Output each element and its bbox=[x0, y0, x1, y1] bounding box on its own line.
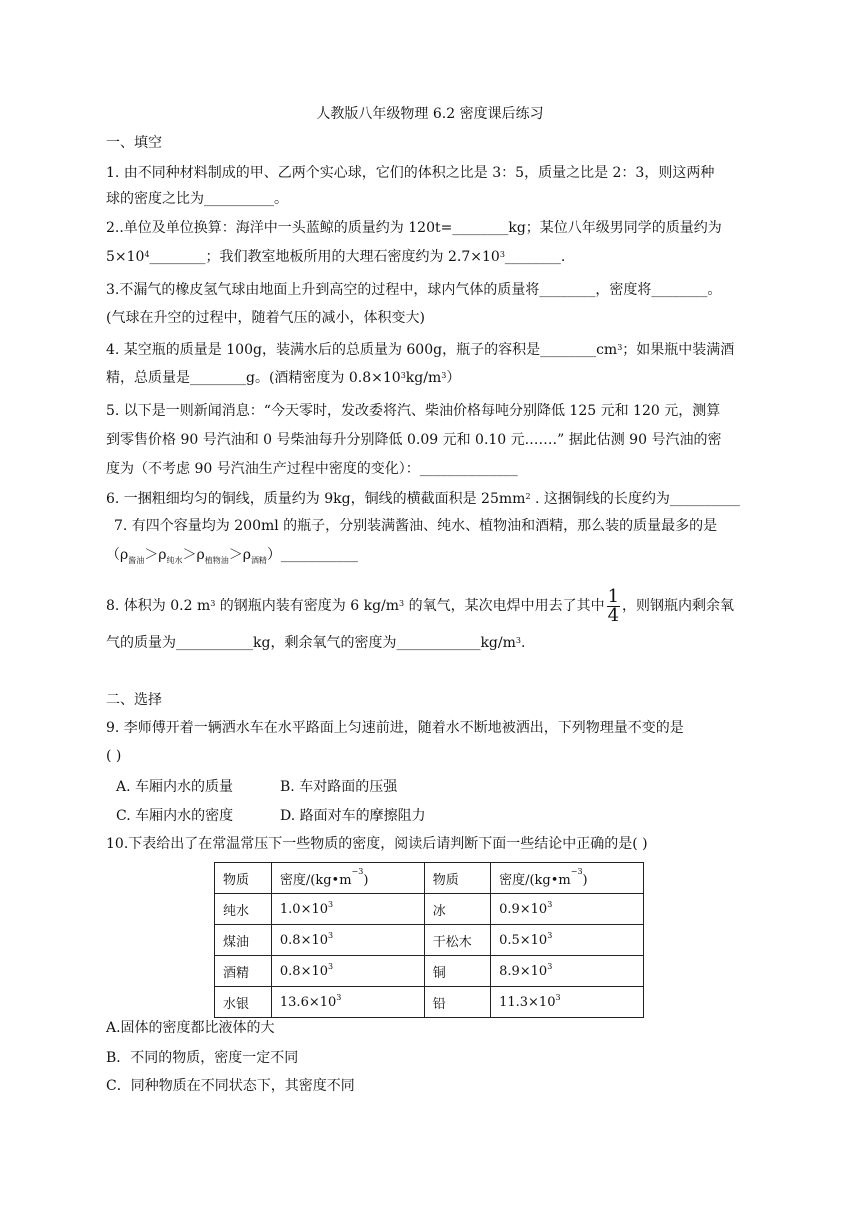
table-cell: 冰 bbox=[424, 894, 490, 925]
q9-line1: 9. 李师傅开着一辆洒水车在水平路面上匀速前进，随着水不断地被洒出，下列物理量不变的是 bbox=[106, 720, 684, 736]
q3-line2: (气球在升空的过程中，随着气压的减小，体积变大) bbox=[106, 310, 425, 326]
table-header-cell: 密度$/(kg•m^{-3})$ bbox=[491, 863, 644, 894]
table-row bbox=[215, 925, 644, 956]
q10-option-b: B．不同的物质，密度一定不同 bbox=[106, 1050, 299, 1066]
table-cell: 干松木 bbox=[424, 925, 490, 956]
q9-option-d: D. 路面对车的摩擦阻力 bbox=[280, 808, 426, 824]
fraction-one-quarter: $\frac{1}{4}$ bbox=[607, 585, 620, 626]
q1-line2: 球的密度之比为__________。 bbox=[106, 191, 288, 207]
table-cell: 铜 bbox=[424, 956, 490, 987]
q10-line1: 10.下表给出了在常温常压下一些物质的密度，阅读后请判断下面一些结论中正确的是( ) bbox=[106, 836, 648, 852]
table-cell: 煤油 bbox=[215, 925, 272, 956]
table-cell: $0.8\times 10^3$ bbox=[271, 956, 424, 987]
table-cell: $0.5\times 10^3$ bbox=[491, 925, 644, 956]
q4-line2: 精，总质量是________g。(酒精密度为 $0.8\times 10^3kg/m^3$） bbox=[106, 370, 461, 386]
table-header-cell: 物质 bbox=[215, 863, 272, 894]
table-cell: $13.6\times 10^3$ bbox=[271, 987, 424, 1018]
q5-line3: 度为（不考虑 90 号汽油生产过程中密度的变化）：______________ bbox=[106, 461, 518, 477]
q7-line1: 7. 有四个容量均为 200ml 的瓶子，分别装满酱油、纯水、植物油和酒精，那么装的质量最多的是 bbox=[114, 518, 718, 534]
table-cell: $0.9\times 10^3$ bbox=[491, 894, 644, 925]
table-cell: 纯水 bbox=[215, 894, 272, 925]
q8-line1: 8. 体积为 0.2 $m^3$ 的钢瓶内装有密度为 6 $kg/m^3$ 的氧气，某次电焊中用去了其中 $\frac{1}{4}$ ，则钢瓶内剩余氧 bbox=[106, 585, 735, 626]
table-cell: $0.8\times 10^3$ bbox=[271, 925, 424, 956]
q9-answer-blank: ( ) bbox=[106, 748, 122, 764]
section-fill-heading: 一、填空 bbox=[106, 135, 162, 151]
table-row bbox=[215, 894, 644, 925]
q9-option-a: A. 车厢内水的质量 bbox=[116, 779, 234, 795]
page-title: 人教版八年级物理 6.2 密度课后练习 bbox=[316, 106, 544, 122]
table-row bbox=[215, 987, 644, 1018]
q3-line1: 3.不漏气的橡皮氢气球由地面上升到高空的过程中，球内气体的质量将________，密度将________。 bbox=[106, 282, 722, 298]
q8-line2: 气的质量为___________kg，剩余氧气的密度为$\_\_\_\_\_\_\_\_\_\_\_\_kg/m^3$. bbox=[106, 635, 526, 651]
q5-line2: 到零售价格 90 号汽油和 0 号柴油每升分别降低 0.09 元和 0.10 元.……” 据此估测 90 号汽油的密 bbox=[106, 432, 722, 448]
table-cell: $8.9\times 10^3$ bbox=[491, 956, 644, 987]
density-table bbox=[214, 862, 644, 1018]
table-cell: 铅 bbox=[424, 987, 490, 1018]
q2-line1: 2..单位及单位换算：海洋中一头蓝鲸的质量约为 120t=________kg；某位八年级男同学的质量约为 bbox=[106, 220, 722, 236]
q4-line1: 4. 某空瓶的质量是 100g，装满水后的总质量为 600g，瓶子的容积是$\_\_\_\_\_\_\_\_cm^3$；如果瓶中装满酒 bbox=[106, 342, 735, 358]
q5-line1: 5. 以下是一则新闻消息：“今天零时，发改委将汽、柴油价格每吨分别降低 125 元和 120 元，测算 bbox=[106, 403, 721, 419]
table-header-cell: 物质 bbox=[424, 863, 490, 894]
table-row bbox=[215, 956, 644, 987]
q10-option-a: A.固体的密度都比液体的大 bbox=[106, 1020, 275, 1036]
table-cell: 酒精 bbox=[215, 956, 272, 987]
section-choice-heading: 二、选择 bbox=[106, 692, 162, 708]
table-cell: 水银 bbox=[215, 987, 272, 1018]
q2-line2: $5\times 10^4\_\_\_\_\_\_\_\_$；我们教室地板所用的大理石密度约为 $2.7\times 10^3\_\_\_\_\_\_\_\_$. bbox=[106, 249, 566, 265]
table-cell: $1.0\times 10^3$ bbox=[271, 894, 424, 925]
q10-option-c: C．同种物质在不同状态下，其密度不同 bbox=[106, 1078, 355, 1094]
table-header-cell: 密度$/(kg•m^{-3})$ bbox=[271, 863, 424, 894]
q9-option-c: C. 车厢内水的密度 bbox=[116, 808, 234, 824]
table-header-row bbox=[215, 863, 644, 894]
q6-line1: 6. 一捆粗细均匀的铜线，质量约为 9kg，铜线的横截面积是 $25mm^2$ . 这捆铜线的长度约为__________ bbox=[106, 491, 740, 507]
q1-line1: 1. 由不同种材料制成的甲、乙两个实心球，它们的体积之比是 3：5，质量之比是 2：3，则这两种 bbox=[106, 165, 715, 181]
table-cell: $11.3\times 10^3$ bbox=[491, 987, 644, 1018]
q9-option-b: B. 车对路面的压强 bbox=[280, 779, 398, 795]
q7-line2: $(\rho_{酱油}>\rho_{纯水}>\rho_{植物油}>\rho_{酒精})\_\_\_\_\_\_\_\_\_\_\_$ bbox=[106, 547, 358, 565]
